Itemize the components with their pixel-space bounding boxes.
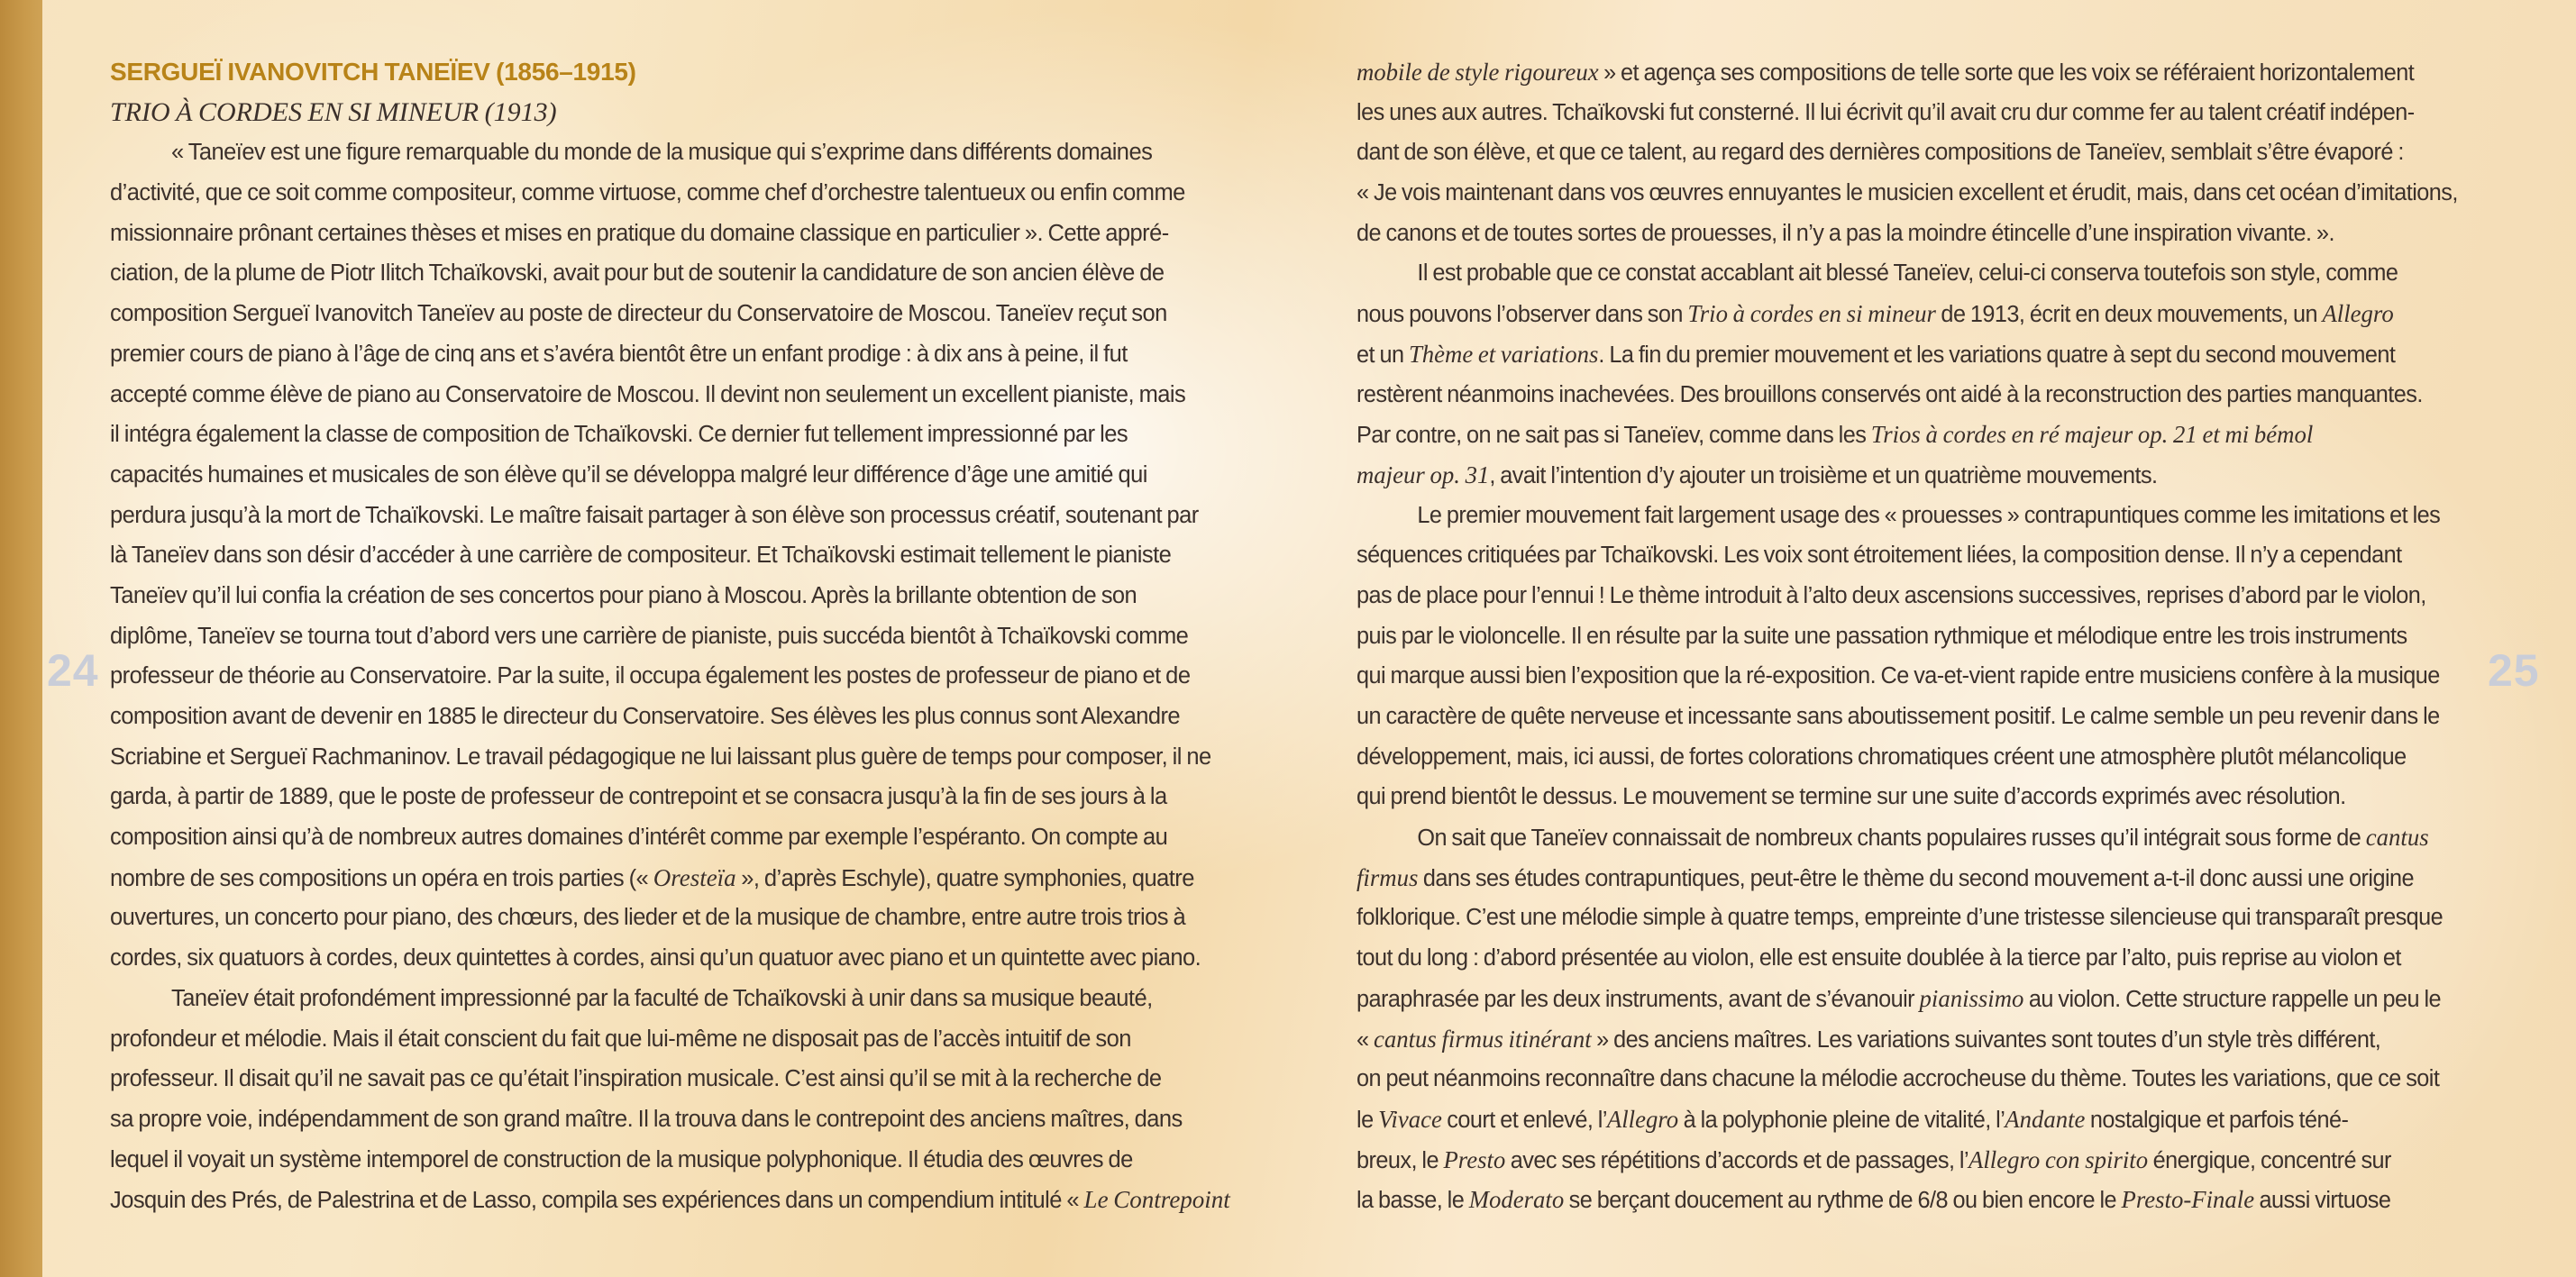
text-segment: premier cours de piano à l’âge de cinq ans et s’avéra bientôt être un enfant prodige : à dix ans à peine, il fut [110,341,1128,367]
text-line [1357,777,2472,817]
text-segment: » des anciens maîtres. Les variations suivantes sont toutes d’un style très différent, [1591,1026,2381,1053]
text-segment: il intégra également la classe de composition de Tchaïkovski. Ce dernier fut tellement impressionné par les [110,422,1128,448]
text-segment: missionnaire prônant certaines thèses et mises en pratique du domaine classique en particulier ». Cette appré- [110,220,1169,246]
italic-text: Le Contrepoint [1083,1186,1230,1214]
text-segment: folklorique. C’est une mélodie simple à quatre temps, empreinte d’une tristesse silencieuse qui transparaît presque [1357,905,2444,931]
text-segment: « Je vois maintenant dans vos œuvres ennuyantes le musicien excellent et érudit, mais, dans cet océan d’imitations, [1357,180,2458,206]
italic-text: firmus [1357,863,1419,891]
text-segment: nous pouvons l’observer dans son [1357,302,1688,328]
text-line [110,253,1237,294]
italic-text: Trio à cordes en si mineur [1687,300,1936,328]
italic-text: mobile de style rigoureux [1357,59,1599,86]
text-line [110,979,1237,1019]
text-line [1357,1180,2472,1220]
text-line [1357,817,2472,858]
text-line [1357,132,2472,173]
text-line [1357,535,2472,576]
text-segment: composition Sergueï Ivanovitch Taneïev au poste de directeur du Conservatoire de Moscou. Taneïev reçut son [110,301,1167,327]
italic-text: Vivace [1378,1105,1442,1133]
text-segment: paraphrasée par les deux instruments, avant de s’évanouir [1357,986,1920,1012]
text-segment: de 1913, écrit en deux mouvements, un [1935,302,2323,328]
text-segment: la basse, le [1357,1188,1469,1214]
text-line [110,697,1237,737]
page-number-right: 25 [2488,645,2540,696]
text-line [110,858,1237,898]
text-line [1357,656,2472,697]
text-segment: qui prend bientôt le dessus. Le mouvement se termine sur une suite d’accords exprimés avec résolution. [1357,784,2346,810]
italic-text: Allegro [1606,1105,1679,1133]
text-line [110,576,1237,616]
italic-text: Allegro con spirito [1969,1145,2149,1173]
text-segment: séquences critiquées par Tchaïkovski. Les voix sont étroitement liées, la composition dense. Il n’y a cependant [1357,543,2402,569]
text-line [1357,697,2472,737]
italic-text: cantus [2365,824,2429,852]
text-line [110,1180,1237,1220]
text-segment: un caractère de quête nerveuse et incessante sans aboutissement positif. Le calme semble un peu revenir dans le [1357,704,2440,729]
italic-text: majeur op. 31 [1357,461,1490,488]
text-line [110,496,1237,536]
italic-text: Trios à cordes en ré majeur op. 21 et mi bémol [1870,421,2314,449]
text-segment: . La fin du premier mouvement et les variations quatre à sept du second mouvement [1598,342,2396,368]
text-line [1357,979,2472,1019]
text-segment: Taneïev était profondément impressionné par la faculté de Tchaïkovski à unir dans sa musique beauté, [171,985,1153,1011]
text-segment: cordes, six quatuors à cordes, deux quintettes à cordes, ainsi qu’un quatuor avec piano et un quintette avec piano. [110,945,1201,971]
text-segment: Le premier mouvement fait largement usage des « prouesses » contrapuntiques comme les imitations et les [1417,502,2441,528]
text-segment: puis par le violoncelle. Il en résulte par la suite une passation rythmique et mélodique entre les trois instruments [1357,623,2407,649]
italic-text: Moderato [1468,1186,1565,1214]
text-segment: composition ainsi qu’à de nombreux autres domaines d’intérêt comme par exemple l’espéranto. On compte au [110,825,1168,851]
text-line [110,817,1237,858]
text-line [110,535,1237,576]
text-segment: avec ses répétitions d’accords et de passages, l’ [1505,1147,1969,1173]
text-line [110,777,1237,817]
composer-heading: SERGUEÏ IVANOVITCH TANEÏEV (1856–1915) [110,58,636,86]
text-line [110,737,1237,778]
text-segment: « [1357,1026,1374,1053]
text-line [1357,455,2472,496]
text-segment: nostalgique et parfois téné- [2085,1107,2349,1133]
text-segment: Par contre, on ne sait pas si Taneïev, comme dans les [1357,423,1871,449]
text-segment: On sait que Taneïev connaissait de nombreux chants populaires russes qu’il intégrait sous forme de [1417,825,2366,852]
text-line [1357,1019,2472,1060]
text-line [1357,1140,2472,1181]
text-line [110,616,1237,657]
italic-text: cantus firmus itinérant [1373,1025,1592,1053]
text-segment: « Taneïev est une figure remarquable du monde de la musique qui s’exprime dans différents domaines [171,140,1153,166]
text-line [1357,737,2472,778]
text-line [110,214,1237,254]
gold-sidebar [0,0,42,1277]
text-line [1357,616,2472,657]
text-line [1357,415,2472,455]
text-line [1357,52,2472,93]
text-line [1357,294,2472,334]
text-segment: qui marque aussi bien l’exposition que la ré-exposition. Ce va-et-vient rapide entre musiciens confère à la musique [1357,663,2440,689]
italic-text: pianissimo [1919,984,2024,1012]
text-segment: développement, mais, ici aussi, de fortes colorations chromatiques créent une atmosphère plutôt mélancolique [1357,743,2407,770]
text-segment: Josquin des Prés, de Palestrina et de Lasso, compila ses expériences dans un compendium intitulé « [110,1188,1084,1214]
text-line [1357,496,2472,536]
text-line [110,898,1237,938]
text-segment: nombre de ses compositions un opéra en trois parties (« [110,865,653,891]
right-column [1357,52,2472,1220]
text-line [1357,214,2472,254]
text-line [110,173,1237,214]
right-body-text [1357,52,2472,1220]
text-segment: pas de place pour l’ennui ! Le thème introduit à l’alto deux ascensions successives, reprises d’abord par le violon, [1357,582,2426,608]
text-segment: se berçant doucement au rythme de 6/8 ou bien encore le [1564,1188,2122,1214]
italic-text: Thème et variations [1408,340,1599,368]
text-line [110,656,1237,697]
text-segment: garda, à partir de 1889, que le poste de professeur de contrepoint et se consacra jusqu’à la fin de ses jours à la [110,784,1167,810]
text-segment: » et agença ses compositions de telle sorte que les voix se référaient horizontalement [1598,60,2415,86]
italic-text: Presto [1443,1145,1506,1173]
text-segment: sa propre voie, indépendamment de son grand maître. Il la trouva dans le contrepoint des anciens maîtres, dans [110,1106,1183,1132]
text-segment: , avait l’intention d’y ajouter un troisième et un quatrième mouvements. [1489,462,2158,488]
text-line [1357,93,2472,133]
text-line [110,1140,1237,1181]
text-line [110,334,1237,375]
text-line [110,415,1237,455]
text-line [1357,898,2472,938]
left-column [110,52,1237,1220]
text-segment: capacités humaines et musicales de son élève qu’il se développa malgré leur différence d’âge une amitié qui [110,461,1147,488]
text-line [110,1019,1237,1060]
text-segment: là Taneïev dans son désir d’accéder à une carrière de compositeur. Et Tchaïkovski estimait tellement le pianiste [110,543,1172,569]
text-line [1357,173,2472,214]
text-line [1357,576,2472,616]
text-segment: court et enlevé, l’ [1441,1107,1607,1133]
text-segment: restèrent néanmoins inachevées. Des brouillons conservés ont aidé à la reconstruction des parties manquantes. [1357,381,2423,407]
text-segment: aussi virtuose [2254,1188,2391,1214]
work-title: TRIO À CORDES EN SI MINEUR (1913) [110,96,557,127]
text-segment: composition avant de devenir en 1885 le directeur du Conservatoire. Ses élèves les plus connus sont Alexandre [110,704,1181,729]
text-segment: professeur de théorie au Conservatoire. Par la suite, il occupa également les postes de professeur de piano et de [110,663,1191,689]
text-segment: accepté comme élève de piano au Conservatoire de Moscou. Il devint non seulement un excellent pianiste, mais [110,381,1186,407]
text-segment: profondeur et mélodie. Mais il était conscient du fait que lui-même ne disposait pas de l’accès intuitif de son [110,1026,1131,1052]
text-segment: à la polyphonie pleine de vitalité, l’ [1678,1107,2005,1133]
italic-text: Presto-Finale [2121,1186,2255,1214]
text-segment: dans ses études contrapuntiques, peut-être le thème du second mouvement a-t-il donc aussi une origine [1418,865,2415,891]
text-line [1357,375,2472,415]
text-segment: au violon. Cette structure rappelle un peu le [2023,986,2442,1012]
text-line [110,294,1237,334]
text-segment: tout du long : d’abord présentée au violon, elle est ensuite doublée à la tierce par l’alto, puis reprise au violon et [1357,945,2401,971]
text-segment: les unes aux autres. Tchaïkovski fut consterné. Il lui écrivit qu’il avait cru dur comme fer au talent créatif indépen- [1357,99,2415,125]
text-line [110,132,1237,173]
text-line [1357,858,2472,898]
text-segment: Scriabine et Sergueï Rachmaninov. Le travail pédagogique ne lui laissant plus guère de temps pour composer, il ne [110,743,1211,770]
text-segment: », d’après Eschyle), quatre symphonies, quatre [735,865,1194,891]
text-segment: énergique, concentré sur [2148,1147,2391,1173]
text-segment: lequel il voyait un système intemporel de construction de la musique polyphonique. Il étudia des œuvres de [110,1146,1133,1172]
text-line [1357,253,2472,294]
text-segment: ciation, de la plume de Piotr Ilitch Tchaïkovski, avait pour but de soutenir la candidature de son ancien élève de [110,260,1165,287]
text-segment: et un [1357,342,1409,368]
text-line [1357,1059,2472,1099]
text-segment: professeur. Il disait qu’il ne savait pas ce qu’était l’inspiration musicale. C’est ainsi qu’il se mit à la recherche de [110,1066,1162,1092]
text-line [110,1059,1237,1099]
text-line [1357,334,2472,375]
text-line [110,455,1237,496]
text-line [110,938,1237,979]
italic-text: Andante [2005,1105,2086,1133]
text-segment: d’activité, que ce soit comme compositeur, comme virtuose, comme chef d’orchestre talentueux ou enfin comme [110,180,1185,206]
text-segment: breux, le [1357,1147,1444,1173]
text-segment: ouvertures, un concerto pour piano, des chœurs, des lieder et de la musique de chambre, entre autre trois trios à [110,905,1186,931]
page-number-left: 24 [47,645,99,696]
text-line [1357,938,2472,979]
text-segment: on peut néanmoins reconnaître dans chacune la mélodie accrocheuse du thème. Toutes les variations, que ce soit [1357,1066,2440,1092]
left-body-text [110,132,1237,1220]
text-segment: Il est probable que ce constat accablant ait blessé Taneïev, celui-ci conserva toutefois son style, comme [1417,260,2398,287]
text-line [1357,1099,2472,1140]
text-segment: Taneïev qu’il lui confia la création de ses concertos pour piano à Moscou. Après la brillante obtention de son [110,582,1137,608]
text-segment: perdura jusqu’à la mort de Tchaïkovski. Le maître faisait partager à son élève son processus créatif, soutenant par [110,502,1199,528]
italic-text: Oresteïa [653,863,736,891]
text-segment: de canons et de toutes sortes de prouesses, il n’y a pas la moindre étincelle d’une inspiration vivante. ». [1357,220,2334,246]
text-line [110,1099,1237,1140]
text-line [110,375,1237,415]
text-segment: le [1357,1107,1379,1133]
italic-text: Allegro [2322,300,2394,328]
text-segment: dant de son élève, et que ce talent, au regard des dernières compositions de Taneïev, semblait s’être évaporé : [1357,140,2404,166]
text-segment: diplôme, Taneïev se tourna tout d’abord vers une carrière de pianiste, puis succéda bientôt à Tchaïkovski comme [110,623,1189,649]
